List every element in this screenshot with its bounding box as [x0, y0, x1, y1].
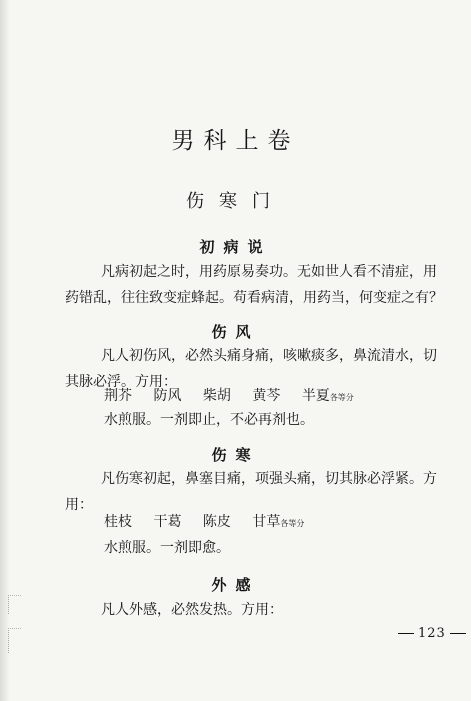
heading-initial-illness: 初病说	[199, 238, 272, 256]
herb-item: 桂枝	[104, 514, 132, 530]
paragraph-cold-injury: 凡伤寒初起，鼻塞目痛，项强头痛，切其脉必浮紧。方用：	[65, 471, 437, 513]
herb-item: 干葛	[153, 514, 182, 530]
instruction-cold-injury: 水煎服。一剂即愈。	[104, 540, 230, 556]
herb-item: 半夏各等分	[301, 388, 354, 404]
prescription-wind-injury	[104, 386, 354, 408]
paragraph-wind-injury: 凡人初伤风，必然头痛身痛，咳嗽痰多，鼻流清水，切其脉必浮。方用：	[65, 348, 437, 390]
dosage-note: 各等分	[329, 393, 354, 402]
dosage-note: 各等分	[280, 519, 305, 528]
prescription-cold-injury	[104, 512, 304, 534]
scan-mark	[8, 628, 21, 653]
herb-item: 柴胡	[202, 388, 231, 404]
section-title: 伤寒门	[186, 191, 285, 212]
heading-cold-injury: 伤寒	[211, 446, 260, 464]
herb-item: 黄芩	[252, 388, 281, 404]
herb-item: 防风	[153, 388, 182, 404]
instruction-wind-injury: 水煎服。一剂即止，不必再剂也。	[104, 412, 314, 428]
heading-external-contraction: 外感	[211, 576, 260, 594]
chapter-title: 男科上卷	[171, 128, 300, 154]
paragraph-external-contraction: 凡人外感，必然发热。方用：	[101, 602, 283, 618]
page-number: 123	[394, 626, 470, 641]
paragraph-initial-illness: 凡病初起之时，用药原易奏功。无如世人看不清症，用药错乱，往往致变症蜂起。苟看病清，用药当，何变症之有？	[65, 264, 443, 306]
page-number-right-dash	[450, 633, 466, 634]
scan-mark	[8, 595, 21, 614]
herb-item: 陈皮	[202, 514, 231, 530]
heading-wind-injury: 伤风	[211, 323, 260, 341]
page-number-left-dash	[398, 633, 414, 634]
herb-item: 甘草各等分	[252, 514, 305, 530]
herb-item: 荆芥	[104, 388, 132, 404]
